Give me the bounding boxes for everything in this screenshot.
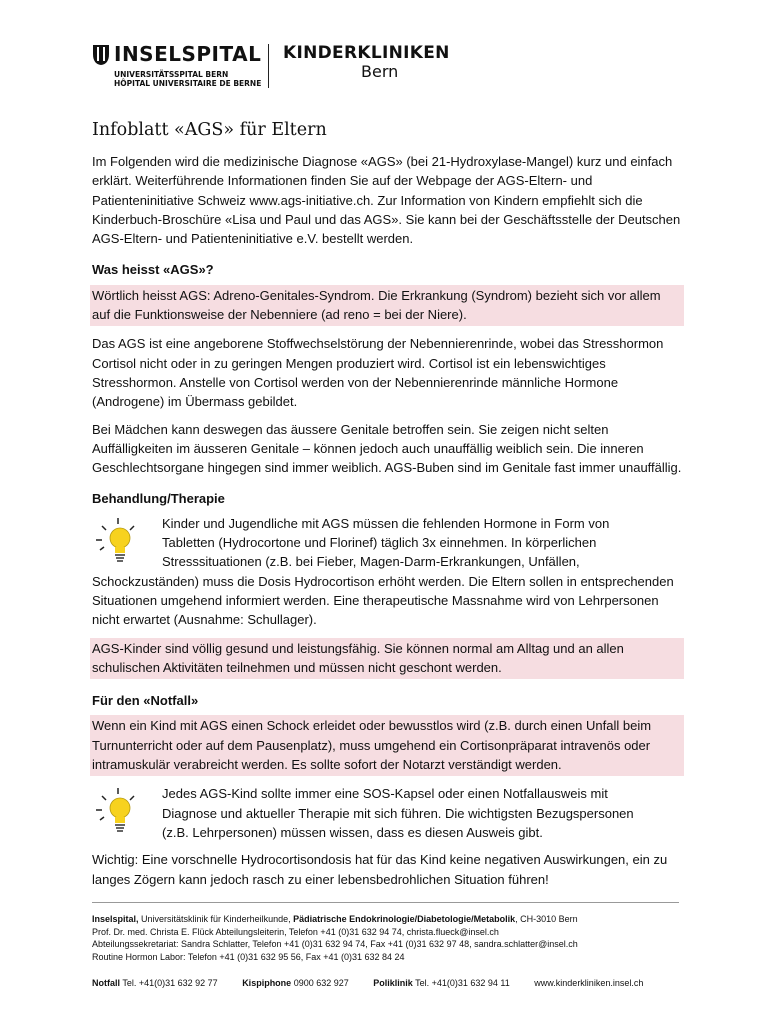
- lightbulb-icon: [94, 516, 142, 564]
- logo-subtitle-fr: HÔPITAL UNIVERSITAIRE DE BERNE: [114, 79, 262, 88]
- footer-secretariat: Abteilungssekretariat: Sandra Schlatter, Telefon +41 (0)31 632 94 74, Fax +41 (0)31 632 97 48, sandra.schlatter@insel.ch: [92, 939, 578, 949]
- therapy-rest: Schockzuständen) muss die Dosis Hydrocortison erhöht werden. Die Eltern sollen in entsprechenden Situationen umgehend informiert werden. Eine therapeutische Massnahme wird von Lehrpersonen nicht erwartet (Ausnahme: Schullager).: [92, 573, 674, 628]
- website-link[interactable]: www.kinderkliniken.insel.ch: [534, 978, 644, 988]
- kispiphone-label: Kispiphone: [242, 978, 292, 988]
- section-heading-ags: Was heisst «AGS»?: [92, 262, 214, 278]
- document-body: [92, 118, 682, 897]
- emergency-line-1: Jedes AGS-Kind sollte immer eine SOS-Kapsel oder einen Notfallausweis mit: [162, 786, 608, 802]
- footer-address: , CH-3010 Bern: [515, 914, 578, 924]
- intro-paragraph: Im Folgenden wird die medizinische Diagnose «AGS» (bei 21-Hydroxylase-Mangel) kurz und einfach erklärt. Weiterführende Informationen finden Sie auf der Webpage der AGS-Eltern- und Patienteninitiative Schweiz www.ags-initiative.ch. Zur Information von Kindern empfiehlt sich die Kinderbuch-Broschüre «Lisa und Paul und das AGS». Sie kann bei der Geschäftsstelle der Deutschen AGS-Eltern- und Patienteninitiative e.V. bestellt werden.: [92, 154, 681, 247]
- paragraph-important: Wichtig: Eine vorschnelle Hydrocortisondosis hat für das Kind keine negativen Auswirkungen, ein zu langes Zögern kann jedoch rasch zu einer lebensbedrohlichen Situation führen!: [92, 852, 668, 887]
- footer-org-text: Universitätsklinik für Kinderheilkunde,: [138, 914, 294, 924]
- section-heading-emergency: Für den «Notfall»: [92, 693, 199, 709]
- therapy-line-1: Kinder und Jugendliche mit AGS müssen die fehlenden Hormone in Form von: [162, 515, 610, 531]
- footer-contact-line: [92, 977, 692, 990]
- footer-lab: Routine Hormon Labor: Telefon +41 (0)31 632 95 56, Fax +41 (0)31 632 84 24: [92, 951, 405, 962]
- inselspital-logo-icon: [92, 44, 110, 66]
- footer-department: Pädiatrische Endokrinologie/Diabetologie/Metabolik: [293, 914, 516, 924]
- section-heading-therapy: Behandlung/Therapie: [92, 491, 225, 507]
- therapy-tip-block: [92, 514, 682, 630]
- footer-spacer: [92, 963, 692, 977]
- highlight-healthy: AGS-Kinder sind völlig gesund und leistungsfähig. Sie können normal am Alltag und an allen schulischen Aktivitäten teilnehmen und müssen nicht geschont werden.: [90, 638, 684, 680]
- footer: [92, 913, 692, 990]
- paragraph-cortisol: Das AGS ist eine angeborene Stoffwechselstörung der Nebennierenrinde, wobei das Stresshormon Cortisol nicht oder in zu geringen Mengen produziert wird. Cortisol ist ein lebenswichtiges Stresshormon. Anstelle von Cortisol werden von der Nebennierenrinde männliche Hormone (Androgene) im Übermass gebildet.: [92, 336, 664, 410]
- footer-head-contact: Prof. Dr. med. Christa E. Flück Abteilungsleiterin, Telefon +41 (0)31 632 94 74, christa.flueck@insel.ch: [92, 926, 499, 937]
- notfall-tel: Tel. +41(0)31 632 92 77: [120, 978, 218, 988]
- therapy-line-2: Tabletten (Hydrocortone und Florinef) täglich 3x einnehmen. In körperlichen: [162, 535, 597, 551]
- therapy-line-3: Stresssituationen (z.B. bei Fieber, Magen-Darm-Erkrankungen, Unfällen,: [162, 554, 580, 570]
- notfall-label: Notfall: [92, 978, 120, 988]
- poliklinik-tel: Tel. +41(0)31 632 94 11: [412, 978, 510, 988]
- logo-separator: [268, 44, 269, 88]
- emergency-line-3: (z.B. Lehrpersonen) müssen wissen, dass es diesen Ausweis gibt.: [162, 824, 543, 840]
- header-logo: [92, 40, 692, 100]
- footer-org-line: [92, 913, 692, 926]
- kinderkliniken-name: KINDERKLINIKEN: [283, 43, 450, 63]
- kinderkliniken-city: Bern: [361, 62, 399, 81]
- paragraph-girls: Bei Mädchen kann deswegen das äussere Genitale betroffen sein. Sie zeigen nicht selten Auffälligkeiten im äusseren Genitale – können jedoch auch unauffällig weiblich sein. Die inneren Geschlechtsorgane hingegen sind immer weiblich. AGS-Buben sind im Genitale fast immer unauffällig.: [92, 421, 682, 476]
- highlight-emergency: Wenn ein Kind mit AGS einen Schock erleidet oder bewusstlos wird (z.B. durch einen Unfall beim Turnunterricht oder auf dem Pausenplatz), muss umgehend ein Cortisonpräparat intravenös oder intramuskulär verabreicht werden. Es sollte sofort der Notarzt verständigt werden.: [90, 715, 684, 776]
- footer-divider: [92, 902, 679, 903]
- footer-org-name: Inselspital,: [92, 914, 139, 924]
- highlight-definition: Wörtlich heisst AGS: Adreno-Genitales-Syndrom. Die Erkrankung (Syndrom) bezieht sich vor allem auf die Funktionsweise der Nebenniere (ad reno = bei der Niere).: [90, 285, 684, 327]
- logo-subtitle-de: UNIVERSITÄTSSPITAL BERN: [114, 70, 229, 79]
- page-title: Infoblatt «AGS» für Eltern: [92, 120, 327, 140]
- emergency-tip-block: [92, 784, 682, 842]
- logo-name: INSELSPITAL: [114, 42, 262, 66]
- lightbulb-icon: [94, 786, 142, 834]
- emergency-line-2: Diagnose und aktueller Therapie mit sich führen. Die wichtigsten Bezugspersonen: [162, 805, 634, 821]
- kispiphone-tel: 0900 632 927: [291, 978, 349, 988]
- poliklinik-label: Poliklinik: [373, 978, 413, 988]
